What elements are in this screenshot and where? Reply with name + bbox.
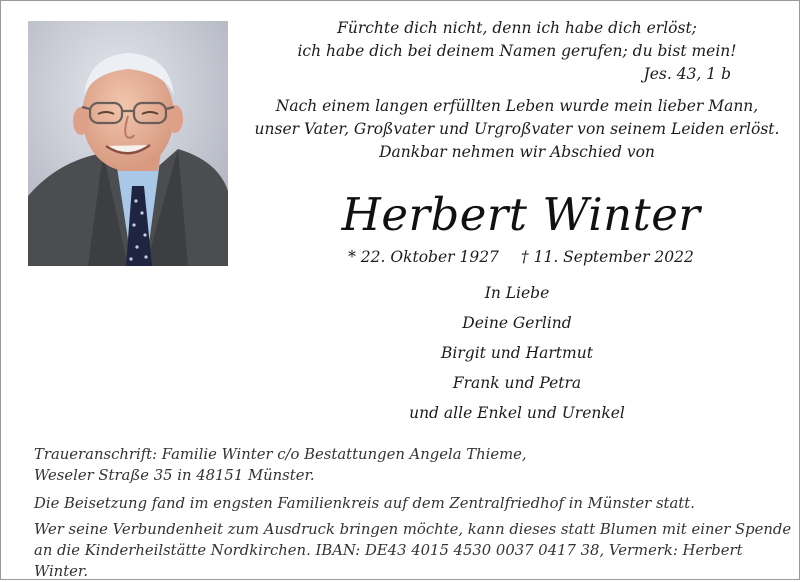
mourner-line: In Liebe xyxy=(484,284,550,302)
birth-date: * 22. Oktober 1927 xyxy=(348,248,499,266)
verse-line: ich habe dich bei deinem Namen gerufen; du bist mein! xyxy=(297,42,737,60)
deceased-name: Herbert Winter xyxy=(341,188,701,241)
verse-reference: Jes. 43, 1 b xyxy=(643,65,731,83)
mourner-line: Birgit und Hartmut xyxy=(441,344,593,362)
mourner-line: Deine Gerlind xyxy=(462,314,572,332)
notice-footer xyxy=(34,444,794,582)
donation-line: an die Kinderheilstätte Nordkirchen. IBAN: DE43 4015 4530 0037 0417 38, Vermerk: Herbert Winter. xyxy=(34,542,743,580)
bible-verse xyxy=(251,17,783,86)
announcement-line: Dankbar nehmen wir Abschied von xyxy=(379,143,655,161)
announcement-line: Nach einem langen erfüllten Leben wurde mein lieber Mann, xyxy=(275,97,759,115)
donation-note xyxy=(34,519,794,582)
address-line: Traueranschrift: Familie Winter c/o Bestattungen Angela Thieme, xyxy=(34,446,527,463)
mourners-list xyxy=(251,281,783,431)
mourning-address xyxy=(34,444,794,486)
life-dates xyxy=(251,246,791,268)
address-line: Weseler Straße 35 in 48151 Münster. xyxy=(34,467,315,484)
donation-line: Wer seine Verbundenheit zum Ausdruck bringen möchte, kann dieses statt Blumen mit einer Spende xyxy=(34,521,792,538)
death-date: † 11. September 2022 xyxy=(520,248,694,266)
verse-line: Fürchte dich nicht, denn ich habe dich erlöst; xyxy=(337,19,697,37)
mourner-line: und alle Enkel und Urenkel xyxy=(409,404,625,422)
burial-note: Die Beisetzung fand im engsten Familienkreis auf dem Zentralfriedhof in Münster statt. xyxy=(34,495,695,512)
portrait-photo xyxy=(28,21,228,266)
mourner-line: Frank und Petra xyxy=(452,374,582,392)
portrait-illustration xyxy=(28,21,228,266)
announcement-text xyxy=(251,95,783,164)
announcement-line: unser Vater, Großvater und Urgroßvater von seinem Leiden erlöst. xyxy=(254,120,780,138)
